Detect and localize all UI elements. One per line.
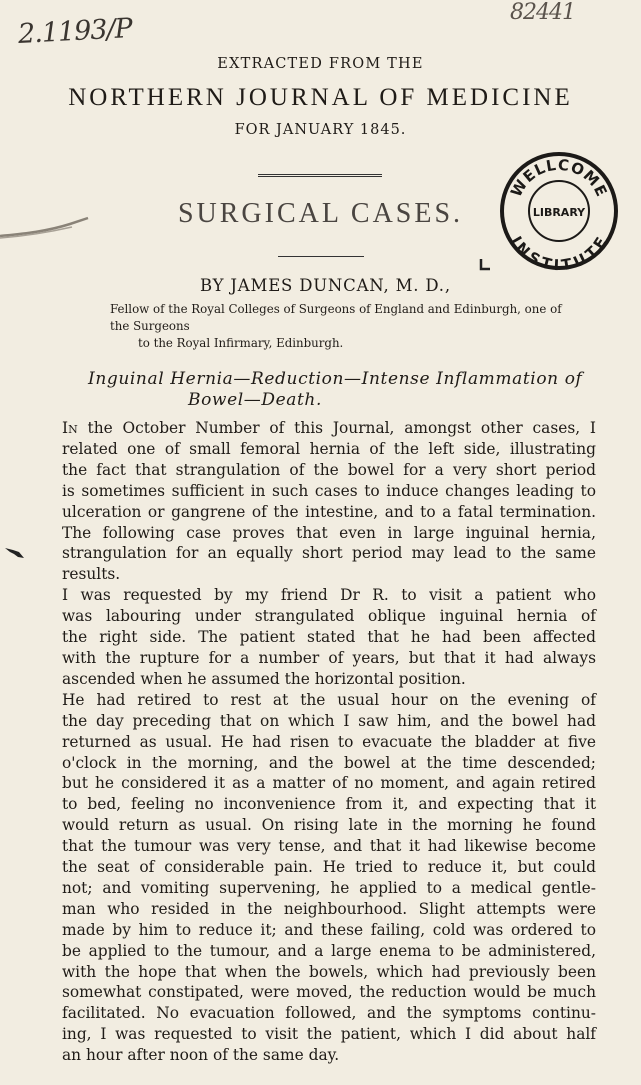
pencil-scratch-icon <box>0 214 90 240</box>
title-rule-bottom <box>278 256 364 257</box>
body-line <box>62 460 596 481</box>
body-line <box>62 962 596 983</box>
body-line <box>62 920 596 941</box>
extracted-from-line: EXTRACTED FROM THE <box>217 56 424 72</box>
body-line <box>62 669 596 690</box>
ink-mark-icon <box>478 258 492 272</box>
body-line <box>62 439 596 460</box>
body-line-text: The following case proves that even in large inguinal hernia, <box>62 523 596 542</box>
issue-date: FOR JANUARY 1845. <box>234 122 407 138</box>
body-line-text: ulceration or gangrene of the intestine, and to a fatal termination. <box>62 502 596 521</box>
library-stamp <box>498 150 620 272</box>
body-line <box>62 627 596 648</box>
body-line <box>62 502 596 523</box>
body-line-text: made by him to reduce it; and these failing, cold was ordered to <box>62 920 596 939</box>
body-line-text: not; and vomiting supervening, he applied to a medical gentle- <box>62 878 596 897</box>
body-line <box>62 585 596 606</box>
body-line-text: He had retired to rest at the usual hour on the evening of <box>62 690 596 709</box>
body-line-text: returned as usual. He had risen to evacuate the bladder at five <box>62 732 596 751</box>
body-line-text: the October Number of this Journal, amongst other cases, I <box>77 419 596 437</box>
section-heading <box>88 369 588 411</box>
stamp-top-text: WELLCOME <box>507 155 611 200</box>
body-line <box>62 711 596 732</box>
body-line-text: is sometimes sufficient in such cases to induce changes leading to <box>62 481 596 500</box>
body-line <box>62 878 596 899</box>
body-line <box>62 481 596 502</box>
body-line <box>62 899 596 920</box>
body-line-text: related one of small femoral hernia of the left side, illustrating <box>62 439 596 458</box>
stamp-center-text: LIBRARY <box>532 206 586 219</box>
body-line-text: ing, I was requested to visit the patient, which I did about half <box>62 1025 596 1044</box>
title-rule-top <box>258 174 382 177</box>
body-line-text: ascended when he assumed the horizontal position. <box>62 669 466 688</box>
svg-text:INSTITUTE <box>507 233 611 272</box>
body-line <box>62 564 596 585</box>
stamp-bottom-text: INSTITUTE <box>506 233 611 272</box>
body-line-text: be applied to the tumour, and a large enema to be administered, <box>62 941 596 960</box>
body-line <box>62 418 596 439</box>
svg-text:WELLCOME <box>507 156 611 200</box>
body-line <box>62 773 596 794</box>
body-line <box>62 1003 596 1024</box>
body-line-text: to bed, feeling no inconvenience from it, and expecting that it <box>62 795 596 814</box>
body-line <box>62 941 596 962</box>
body-line-text: was labouring under strangulated oblique inguinal hernia of <box>62 607 596 626</box>
handwritten-shelfmark: 2.1193/P <box>17 13 133 50</box>
body-line <box>62 815 596 836</box>
author-byline: BY JAMES DUNCAN, M. D., <box>200 276 451 295</box>
body-line-text: o'clock in the morning, and the bowel at the time descended; <box>62 753 596 772</box>
body-line-text: the fact that strangulation of the bowel for a very short period <box>62 460 596 479</box>
handwritten-accession-number: 82441 <box>510 0 575 25</box>
body-line-text: would return as usual. On rising late in the morning he found <box>62 816 596 835</box>
heading-line: Inguinal Hernia—Reduction—Intense Inflammation of <box>88 369 583 389</box>
body-line <box>62 606 596 627</box>
body-line <box>62 732 596 753</box>
affiliation-line: Fellow of the Royal Colleges of Surgeons of England and Edinburgh, one of the Surgeons <box>110 302 562 333</box>
body-line <box>62 753 596 774</box>
body-line-text: I was requested by my friend Dr R. to visit a patient who <box>62 586 596 605</box>
body-line-text: an hour after noon of the same day. <box>62 1046 340 1065</box>
body-line <box>62 543 596 564</box>
body-line <box>62 1024 596 1045</box>
body-line <box>62 836 596 857</box>
body-line-text: the day preceding that on which I saw him, and the bowel had <box>62 711 596 730</box>
body-line <box>62 982 596 1003</box>
body-line <box>62 1045 596 1066</box>
body-line-text: the right side. The patient stated that he had been affected <box>62 628 596 647</box>
pointing-hand-icon <box>4 544 26 562</box>
body-line-text: the seat of considerable pain. He tried to reduce it, but could <box>62 858 596 877</box>
body-line-text: somewhat constipated, were moved, the reduction would be much <box>62 983 596 1002</box>
body-line <box>62 523 596 544</box>
body-line <box>62 690 596 711</box>
opening-small-caps: In <box>62 419 78 437</box>
body-line <box>62 857 596 878</box>
affiliation-line: to the Royal Infirmary, Edinburgh. <box>138 336 344 350</box>
body-line <box>62 794 596 815</box>
body-line-text: but he considered it as a matter of no moment, and again retired <box>62 774 596 793</box>
body-line-text: facilitated. No evacuation followed, and the symptoms continu- <box>62 1004 596 1023</box>
body-line-text: with the hope that when the bowels, which had previously been <box>62 962 596 981</box>
author-affiliation <box>110 301 580 352</box>
heading-line: Bowel—Death. <box>188 390 322 410</box>
journal-title: NORTHERN JOURNAL OF MEDICINE <box>68 84 573 111</box>
body-line-text: with the rupture for a number of years, but that it had always <box>62 648 596 667</box>
body-line-text: that the tumour was very tense, and that it had likewise become <box>62 837 596 856</box>
body-line-text: results. <box>62 565 121 584</box>
body-line-text: strangulation for an equally short period may lead to the same <box>62 544 596 563</box>
article-body <box>62 418 596 1066</box>
body-line <box>62 648 596 669</box>
article-title: SURGICAL CASES. <box>177 198 464 229</box>
body-line-text: man who resided in the neighbourhood. Slight attempts were <box>62 899 596 918</box>
